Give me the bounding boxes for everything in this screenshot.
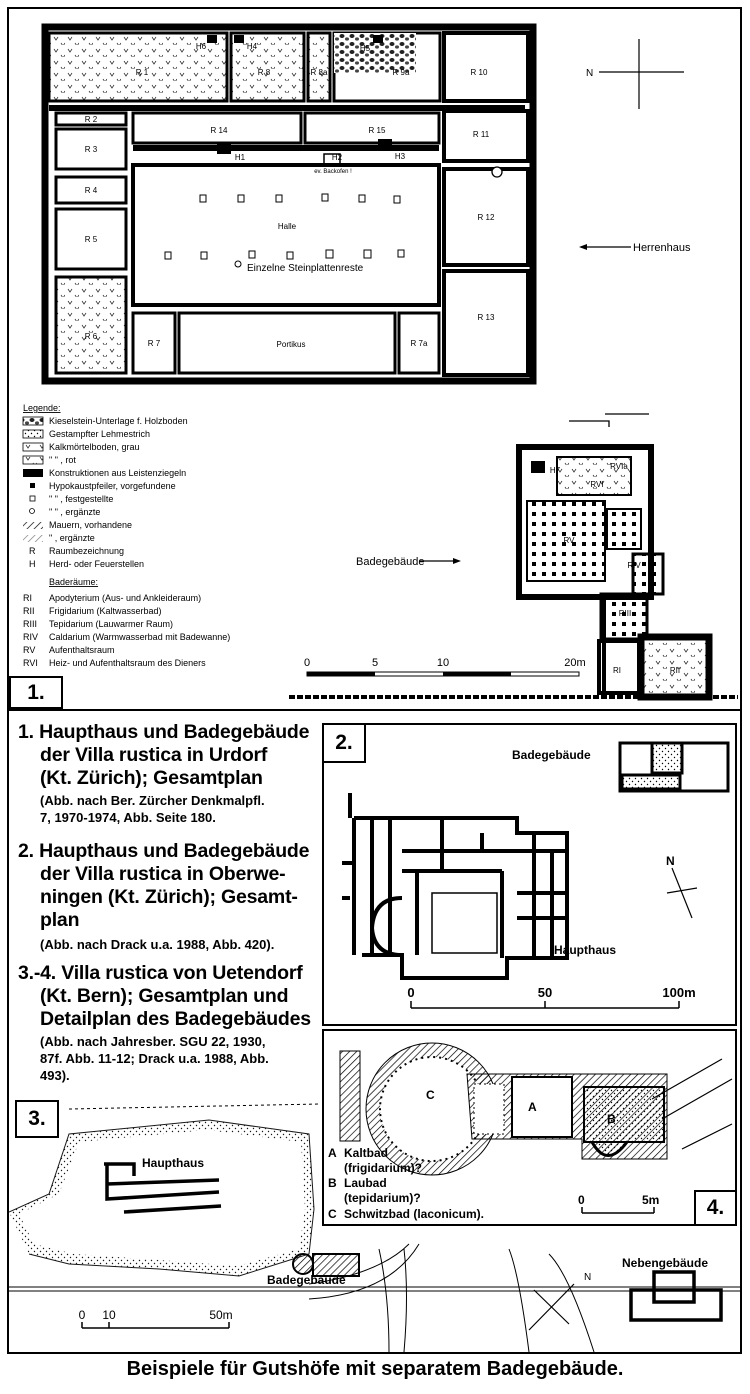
north-arrow-1 bbox=[599, 39, 684, 109]
svg-text:RIII: RIII bbox=[23, 619, 38, 629]
fig4-label-a: A bbox=[528, 1100, 537, 1114]
svg-text:Tepidarium (Lauwarmer Raum): Tepidarium (Lauwarmer Raum) bbox=[49, 619, 174, 629]
svg-text:Caldarium (Warmwasserbad mit: Caldarium (Warmwasserbad mit Badewanne) bbox=[49, 632, 231, 642]
fig3-north-label: N bbox=[584, 1272, 592, 1283]
svg-text:Aufenthaltsraum: Aufenthaltsraum bbox=[49, 645, 115, 655]
label-r1: R 1 bbox=[135, 68, 149, 77]
scale-bar-3 bbox=[79, 1308, 233, 1328]
label-r4: R 4 bbox=[84, 186, 98, 195]
svg-text:50m: 50m bbox=[209, 1308, 233, 1322]
caption-1-title: 1. Haupthaus und Badegebäude der Villa rustica in Urdorf (Kt. Zürich); Gesamtplan bbox=[18, 721, 310, 789]
svg-text:Kaltbad: Kaltbad bbox=[344, 1146, 389, 1160]
figure-1-plan bbox=[9, 9, 740, 709]
svg-text:Kalkmörtelboden, grau: Kalkmörtelboden, grau bbox=[49, 442, 140, 452]
svg-text:Hypokaustpfeiler, vorgefundene: Hypokaustpfeiler, vorgefundene bbox=[49, 481, 176, 491]
svg-text:H: H bbox=[29, 559, 36, 569]
svg-text:5m: 5m bbox=[642, 1193, 660, 1207]
north-label-1: N bbox=[586, 68, 594, 79]
page-footer-title: Beispiele für Gutshöfe mit separatem Badegebäude. bbox=[126, 1358, 624, 1380]
label-r13: R 13 bbox=[477, 313, 495, 322]
label-rvi: RVI bbox=[590, 480, 604, 489]
svg-text:RIV: RIV bbox=[23, 632, 39, 642]
svg-text:C: C bbox=[328, 1207, 337, 1221]
label-r6: R 6 bbox=[84, 332, 98, 341]
svg-text:0: 0 bbox=[78, 1308, 86, 1322]
label-h5: H5 bbox=[359, 44, 371, 53]
label-herrenhaus: Herrenhaus bbox=[633, 242, 691, 254]
label-h1: H1 bbox=[234, 153, 246, 162]
scale-bar-2 bbox=[407, 985, 695, 1008]
figure-1-bottom-rule bbox=[9, 709, 740, 711]
label-r3: R 3 bbox=[84, 145, 98, 154]
svg-text:" " , festgestel: " " , festgestellte bbox=[49, 494, 114, 504]
svg-text:RVI: RVI bbox=[23, 658, 38, 668]
caption-1-source: (Abb. nach Ber. Zürcher Denkmalpfl. 7, 1970-1974, Abb. Seite 180. bbox=[40, 793, 265, 825]
fig2-badegebaeude-label: Badegebäude bbox=[512, 748, 591, 762]
scale-20: 20m bbox=[564, 657, 586, 669]
svg-text:Raumbezeichnung: Raumbezeichnung bbox=[49, 546, 125, 556]
svg-text:Mauern, vorhandene: Mauern, vorhandene bbox=[49, 520, 133, 530]
hall bbox=[133, 165, 439, 305]
figure-3-plan bbox=[9, 1094, 740, 1352]
label-r14: R 14 bbox=[210, 126, 228, 135]
svg-text:(tepidarium)?: (tepidarium)? bbox=[344, 1191, 421, 1205]
svg-text:" " , rot: " " , rot bbox=[49, 455, 76, 465]
svg-text:(frigidarium)?: (frigidarium)? bbox=[344, 1161, 422, 1175]
figure-2-number: 2. bbox=[322, 723, 366, 763]
label-r7a: R 7a bbox=[410, 339, 428, 348]
label-h6: H6 bbox=[195, 42, 207, 51]
svg-text:Frigidarium (Kaltwasserbad): Frigidarium (Kaltwasserbad) bbox=[49, 606, 162, 616]
figure-3-number: 3. bbox=[15, 1100, 59, 1138]
figure-1-number: 1. bbox=[9, 676, 63, 709]
svg-text:Herd- oder Feuerstellen: Herd- oder Feuerstellen bbox=[49, 559, 145, 569]
svg-text:" " , ergänzte: " " , ergänzte bbox=[49, 507, 101, 517]
caption-3-title: 3.-4. Villa rustica von Uetendorf (Kt. Bern); Gesamtplan und Detailplan des Badegebäudes bbox=[18, 962, 311, 1030]
scale-10: 10 bbox=[436, 657, 450, 669]
label-backofen: ev. Backofen ! bbox=[314, 169, 352, 175]
caption-2-source: (Abb. nach Drack u.a. 1988, Abb. 420). bbox=[40, 937, 275, 952]
svg-text:Apodyterium (Aus- und Ankleid: Apodyterium (Aus- und Ankleideraum) bbox=[49, 593, 202, 603]
label-h3: H3 bbox=[394, 152, 406, 161]
legend-title: Legende: bbox=[23, 403, 61, 413]
nebengebaeude-3 bbox=[631, 1272, 721, 1320]
scale-0: 0 bbox=[303, 657, 311, 669]
figure-4-number: 4. bbox=[694, 1190, 737, 1226]
label-rv: RV bbox=[563, 536, 575, 545]
room-r8 bbox=[231, 33, 304, 101]
label-r2: R 2 bbox=[84, 115, 98, 124]
label-r9: R 9a bbox=[392, 68, 410, 77]
scale-bar-1 bbox=[304, 657, 586, 676]
legend-1 bbox=[23, 403, 230, 668]
label-badegebaeude-1: Badegebäude bbox=[356, 556, 425, 568]
label-portikus: Portikus bbox=[276, 340, 306, 349]
room-r13 bbox=[444, 271, 528, 375]
svg-text:10: 10 bbox=[102, 1308, 116, 1322]
label-r7: R 7 bbox=[147, 339, 161, 348]
fig4-label-b: B bbox=[607, 1112, 616, 1126]
svg-text:RI: RI bbox=[23, 593, 32, 603]
label-h7: H7 bbox=[549, 466, 561, 475]
label-r10: R 10 bbox=[470, 68, 488, 77]
label-riii: RIII bbox=[618, 609, 632, 618]
fig4-label-c: C bbox=[426, 1088, 435, 1102]
room-r10 bbox=[444, 33, 528, 101]
svg-text:0: 0 bbox=[407, 985, 415, 1000]
fig3-badegebaeude-label: Badegebäude bbox=[267, 1273, 346, 1287]
legend-bath-title: Baderäume: bbox=[49, 577, 99, 587]
svg-text:50: 50 bbox=[537, 985, 553, 1000]
label-r15: R 15 bbox=[368, 126, 386, 135]
label-r12: R 12 bbox=[477, 213, 495, 222]
label-steinplatten: Einzelne Steinplattenreste bbox=[247, 263, 364, 274]
svg-text:Laubad: Laubad bbox=[344, 1176, 387, 1190]
svg-text:R: R bbox=[29, 546, 36, 556]
label-ri: RI bbox=[613, 666, 621, 675]
svg-text:" , ergänzte: " , ergänzte bbox=[49, 533, 95, 543]
room-r6 bbox=[56, 277, 126, 373]
label-r8: R 8 bbox=[257, 68, 271, 77]
fig2-haupthaus-label: Haupthaus bbox=[554, 943, 617, 957]
svg-text:Kieselstein-Unterlage f. Holzb: Kieselstein-Unterlage f. Holzboden bbox=[49, 416, 188, 426]
svg-text:RV: RV bbox=[23, 645, 36, 655]
bath-building-2 bbox=[620, 743, 728, 791]
label-r5: R 5 bbox=[84, 235, 98, 244]
svg-text:B: B bbox=[328, 1176, 337, 1190]
fig2-north-label: N bbox=[666, 854, 675, 868]
caption-3-source: (Abb. nach Jahresber. SGU 22, 1930, 87f. Abb. 11-12; Drack u.a. 1988, Abb. 493). bbox=[40, 1034, 269, 1083]
label-rvia: RVIa bbox=[610, 462, 628, 471]
room-r8a bbox=[308, 33, 330, 101]
svg-text:100m: 100m bbox=[662, 985, 696, 1000]
label-r11: R 11 bbox=[472, 130, 490, 139]
figure-2-plan bbox=[322, 723, 737, 1026]
svg-text:RII: RII bbox=[23, 606, 35, 616]
svg-text:0: 0 bbox=[578, 1193, 585, 1207]
label-r8a: R 8a bbox=[310, 68, 328, 77]
svg-text:A: A bbox=[328, 1146, 337, 1160]
label-halle: Halle bbox=[277, 222, 297, 231]
fig3-nebengebaeude-label: Nebengebäude bbox=[622, 1256, 709, 1270]
svg-text:Konstruktionen aus Leistenzieg: Konstruktionen aus Leistenziegeln bbox=[49, 468, 187, 478]
svg-text:Gestampfter Lehmestrich: Gestampfter Lehmestrich bbox=[49, 429, 151, 439]
haupthaus-2 bbox=[342, 793, 567, 978]
label-riv: RIV bbox=[627, 561, 641, 570]
caption-2-title: 2. Haupthaus und Badegebäude der Villa rustica in Oberwe- ningen (Kt. Zürich); Gesamt- plan bbox=[18, 840, 310, 931]
fig3-haupthaus-label: Haupthaus bbox=[142, 1156, 205, 1170]
scale-5: 5 bbox=[371, 657, 379, 669]
svg-text:Heiz- und Aufenthaltsraum des: Heiz- und Aufenthaltsraum des Dieners bbox=[49, 658, 206, 668]
label-rii: RII bbox=[669, 666, 681, 675]
label-h4: H4 bbox=[246, 42, 258, 51]
svg-text:Schwitzbad (laconicum).: Schwitzbad (laconicum). bbox=[344, 1207, 485, 1221]
label-h2: H2 bbox=[331, 153, 343, 162]
